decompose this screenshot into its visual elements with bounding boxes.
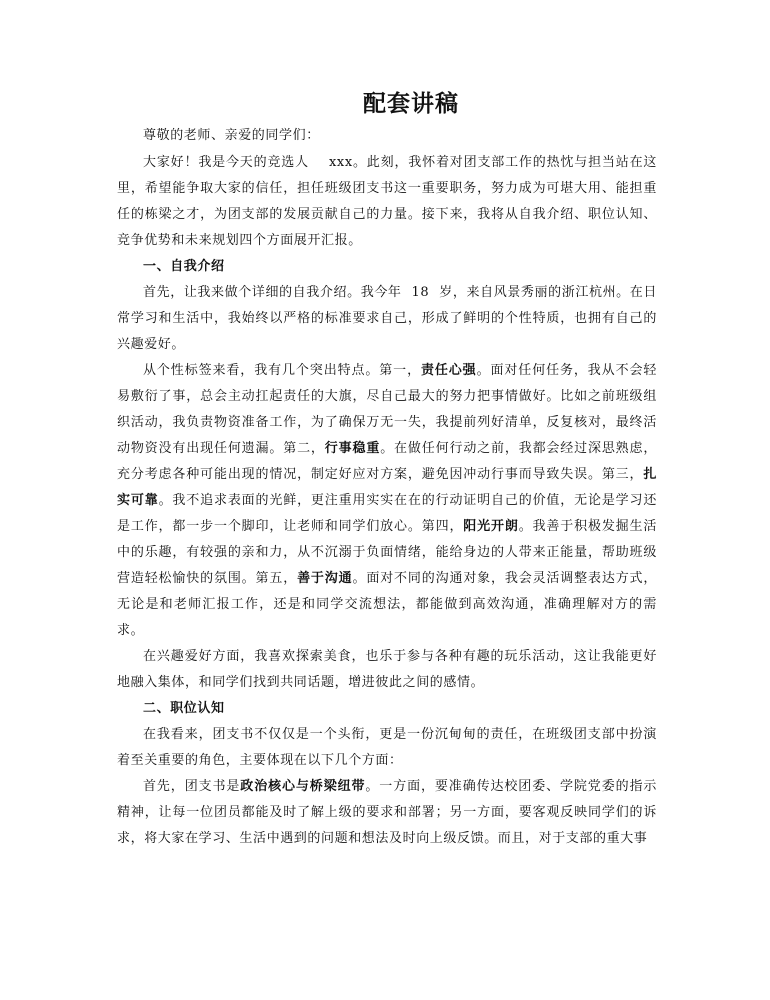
- personality-text-5: 。我善于积极发掘生活中的乐趣，有较强的亲和力，从不沉溺于负面情绪，能给身边的人带来正能量，帮助班级营造轻松愉快的氛围。第五，: [117, 519, 657, 586]
- trait-responsibility: 责任心强: [420, 363, 477, 378]
- role-paragraph-2: [117, 774, 657, 852]
- trait-steady: 行事稳重: [324, 441, 381, 456]
- personality-text-4: 。我不追求表面的光鲜，更注重用实实在在的行动证明自己的价值，无论是学习还是工作，都一步一个脚印，让老师和同学们放心。第四，: [117, 493, 657, 534]
- self-intro-paragraph-1: [117, 280, 657, 358]
- role-core-bridge: 政治核心与桥梁纽带: [240, 779, 366, 794]
- intro-text-1: 大家好！我是今天的竞选人: [143, 155, 309, 170]
- document-title: 配套讲稿: [363, 90, 459, 117]
- trait-reliable: 扎实可靠: [117, 467, 657, 508]
- candidate-name: xxx: [328, 155, 353, 170]
- personality-text-2: 。面对任何任务，我从不会轻易敷衍了事，总会主动扛起责任的大旗，尽自己最大的努力把事情做好。比如之前班级组织活动，我负责物资准备工作，为了确保万无一失，我提前列好清单，反复核对，最终活动物资没有出现任何遗漏。第二，: [117, 363, 657, 456]
- personality-text-1: 从个性标签来看，我有几个突出特点。第一，: [143, 363, 421, 378]
- trait-cheerful: 阳光开朗: [463, 519, 519, 534]
- intro-paragraph: [117, 150, 657, 254]
- section-heading-self-intro: 一、自我介绍: [143, 259, 225, 274]
- role-text-1: 首先，团支书是: [143, 779, 241, 794]
- role-text-2: 。一方面，要准确传达校团委、学院党委的指示精神，让每一位团员都能及时了解上级的要求和部署；另一方面，要客观反映同学们的诉求，将大家在学习、生活中遇到的问题和想法及时向上级反馈。而且，对于支部的重大事: [117, 779, 657, 846]
- self-intro-text-2: 岁，来自风景秀丽的浙江杭州。在日常学习和生活中，我始终以严格的标准要求自己，形成了鲜明的个性特质，也拥有自己的兴趣爱好。: [117, 285, 657, 352]
- intro-text-2: 。此刻，我怀着对团支部工作的热忱与担当站在这里，希望能争取大家的信任，担任班级团支书这一重要职务，努力成为可堪大用、能担重任的栋梁之才，为团支部的发展贡献自己的力量。接下来，我将从自我介绍、职位认知、竞争优势和未来规划四个方面展开汇报。: [117, 155, 657, 248]
- personality-paragraph: [117, 358, 657, 644]
- age-value: 18: [411, 285, 430, 300]
- trait-communication: 善于沟通: [297, 571, 353, 586]
- personality-text-3: 。在做任何行动之前，我都会经过深思熟虑，充分考虑各种可能出现的情况，制定好应对方案，避免因冲动行事而导致失误。第三，: [117, 441, 657, 482]
- document-body: [117, 123, 657, 852]
- role-paragraph-1: 在我看来，团支书不仅仅是一个头衔，更是一份沉甸甸的责任，在班级团支部中扮演着至关重要的角色，主要体现在以下几个方面：: [117, 727, 657, 768]
- section-heading-role: 二、职位认知: [143, 701, 225, 716]
- personality-text-6: 。面对不同的沟通对象，我会灵活调整表达方式，无论是和老师汇报工作，还是和同学交流想法，都能做到高效沟通，准确理解对方的需求。: [117, 571, 657, 638]
- hobbies-paragraph: 在兴趣爱好方面，我喜欢探索美食，也乐于参与各种有趣的玩乐活动，这让我能更好地融入集体，和同学们找到共同话题，增进彼此之间的感情。: [117, 649, 657, 690]
- self-intro-text-1: 首先，让我来做个详细的自我介绍。我今年: [143, 285, 402, 300]
- salutation: 尊敬的老师、亲爱的同学们：: [143, 128, 320, 143]
